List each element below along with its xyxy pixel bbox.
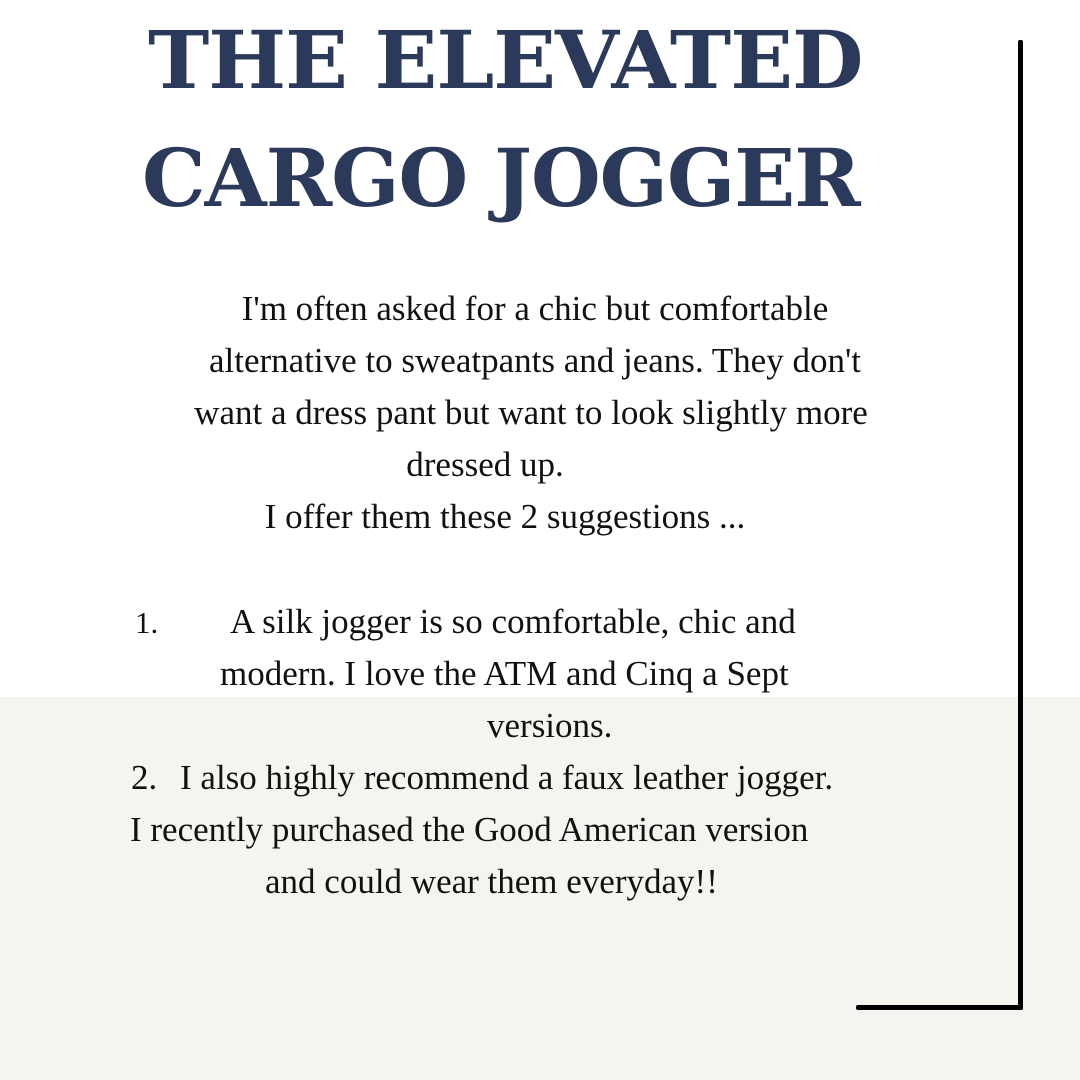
- list-item-2-line: I recently purchased the Good American version: [130, 810, 809, 849]
- list-item-2-line: and could wear them everyday!!: [265, 862, 718, 901]
- intro-paragraph: [100, 283, 970, 543]
- title-line-2: CARGO JOGGER: [142, 131, 860, 225]
- intro-line: alternative to sweatpants and jeans. They don't: [209, 341, 861, 380]
- intro-line: dressed up.: [406, 445, 564, 484]
- frame-vertical-line: [1018, 40, 1023, 1010]
- list-item-2-line: I also highly recommend a faux leather jogger.: [180, 758, 834, 797]
- frame-horizontal-line: [856, 1005, 1023, 1010]
- list-item-1-line: versions.: [487, 706, 613, 745]
- intro-line: want a dress pant but want to look slightly more: [194, 393, 868, 432]
- intro-line: I'm often asked for a chic but comfortable: [241, 289, 829, 328]
- title-line-1: THE ELEVATED: [148, 13, 863, 107]
- intro-line: I offer them these 2 suggestions ...: [264, 497, 746, 536]
- list-item-1-line: A silk jogger is so comfortable, chic and: [230, 602, 796, 641]
- list-item-1-line: modern. I love the ATM and Cinq a Sept: [220, 654, 789, 693]
- list-number-1: 1.: [135, 605, 159, 640]
- list-number-2: 2.: [131, 758, 158, 797]
